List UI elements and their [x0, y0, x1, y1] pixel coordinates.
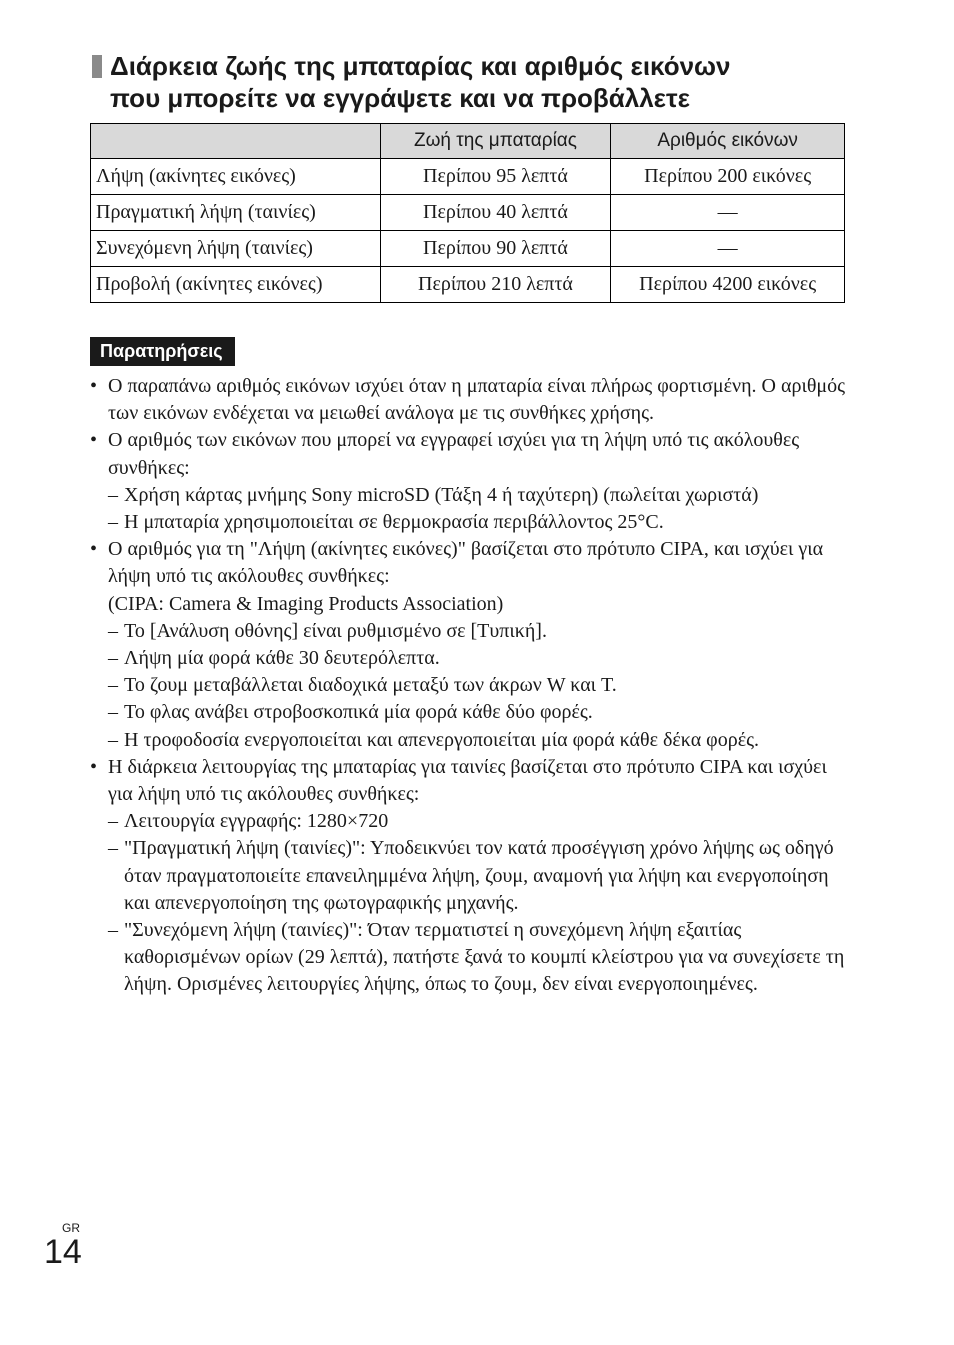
note-dash-item: – "Πραγματική λήψη (ταινίες)": Υποδεικνύει τον κατά προσέγγιση χρόνο λήψης ως οδηγό όταν πραγματοποιείτε επανειλημμένα λήψη, ζουμ, αναμονή για λήψη και ενεργοποίηση και απενεργοποίηση της φωτογραφικής μηχανής. [90, 835, 850, 917]
header-empty [91, 124, 381, 159]
row-battery-life: Περίπου 90 λεπτά [380, 231, 611, 267]
heading-marker [92, 55, 102, 78]
note-dash-item: – Η τροφοδοσία ενεργοποιείται και απενεργοποιείται μία φορά κάθε δέκα φορές. [90, 727, 850, 754]
note-dash-item: – "Συνεχόμενη λήψη (ταινίες)": Όταν τερματιστεί η συνεχόμενη λήψη εξαιτίας καθορισμένων ορίων (29 λεπτά), πατήστε ξανά το κουμπί κλείστρου για να συνεχίσετε τη λήψη. Ορισμένες λειτουργίες λήψης, όπως το ζουμ, δεν είναι ενεργοποιημένες. [90, 917, 850, 999]
table-row [91, 231, 845, 267]
note-bullet: • Ο παραπάνω αριθμός εικόνων ισχύει όταν η μπαταρία είναι πλήρως φορτισμένη. Ο αριθμός των εικόνων ενδέχεται να μειωθεί ανάλογα με τις συνθήκες χρήσης. [90, 373, 850, 427]
table-row [91, 267, 845, 303]
note-dash-item: – Λήψη μία φορά κάθε 30 δευτερόλεπτα. [90, 645, 850, 672]
notes-list [90, 373, 850, 999]
note-dash-item: – Λειτουργία εγγραφής: 1280×720 [90, 808, 850, 835]
heading-line-1: Διάρκεια ζωής της μπαταρίας και αριθμός εικόνων [110, 51, 731, 81]
battery-table [90, 123, 845, 303]
note-dash-item: – Το ζουμ μεταβάλλεται διαδοχικά μεταξύ των άκρων W και T. [90, 672, 850, 699]
table-header-row [91, 124, 845, 159]
row-mode: Προβολή (ακίνητες εικόνες) [91, 267, 381, 303]
note-dash-item: – Η μπαταρία χρησιμοποιείται σε θερμοκρασία περιβάλλοντος 25°C. [90, 509, 850, 536]
note-dash-item: – Χρήση κάρτας μνήμης Sony microSD (Τάξη 4 ή ταχύτερη) (πωλείται χωριστά) [90, 482, 850, 509]
notes-label: Παρατηρήσεις [90, 337, 235, 366]
header-image-count: Αριθμός εικόνων [611, 124, 845, 159]
page-number: 14 [44, 1233, 82, 1271]
note-cipa-line: (CIPA: Camera & Imaging Products Association) [108, 592, 504, 615]
row-image-count: Περίπου 4200 εικόνες [611, 267, 845, 303]
note-dash-item: – Το φλας ανάβει στροβοσκοπικά μία φορά κάθε δύο φορές. [90, 699, 850, 726]
note-bullet: • Ο αριθμός των εικόνων που μπορεί να εγγραφεί ισχύει για τη λήψη υπό τις ακόλουθες συνθήκες: [90, 427, 850, 481]
note-dash-item: – Το [Ανάλυση οθόνης] είναι ρυθμισμένο σε [Τυπική]. [90, 618, 850, 645]
row-mode: Λήψη (ακίνητες εικόνες) [91, 159, 381, 195]
row-battery-life: Περίπου 95 λεπτά [380, 159, 611, 195]
language-code: GR [62, 1221, 80, 1235]
row-image-count: Περίπου 200 εικόνες [611, 159, 845, 195]
section-heading [92, 50, 852, 114]
note-bullet: • Ο αριθμός για τη "Λήψη (ακίνητες εικόνες)" βασίζεται στο πρότυπο CIPA, και ισχύει για λήψη υπό τις ακόλουθες συνθήκες: [90, 536, 850, 590]
row-mode: Πραγματική λήψη (ταινίες) [91, 195, 381, 231]
heading-line-2: που μπορείτε να εγγράψετε και να προβάλλετε [110, 83, 690, 113]
note-bullet: • Η διάρκεια λειτουργίας της μπαταρίας για ταινίες βασίζεται στο πρότυπο CIPA και ισχύει για λήψη υπό τις ακόλουθες συνθήκες: [90, 754, 850, 808]
header-battery-life: Ζωή της μπαταρίας [380, 124, 611, 159]
table-row [91, 159, 845, 195]
row-mode: Συνεχόμενη λήψη (ταινίες) [91, 231, 381, 267]
row-battery-life: Περίπου 210 λεπτά [380, 267, 611, 303]
row-battery-life: Περίπου 40 λεπτά [380, 195, 611, 231]
row-image-count: — [611, 195, 845, 231]
row-image-count: — [611, 231, 845, 267]
table-row [91, 195, 845, 231]
